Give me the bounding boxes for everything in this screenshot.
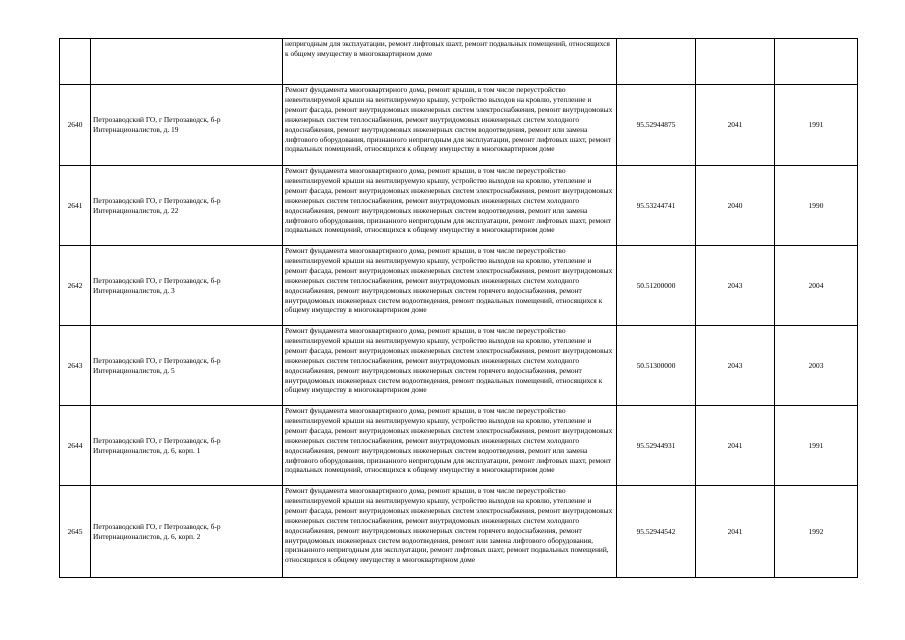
table-row bbox=[60, 39, 858, 85]
table-row bbox=[60, 406, 858, 486]
row-address: Петрозаводский ГО, г Петрозаводск, б-р Интернационалистов, д. 22 bbox=[91, 166, 283, 246]
row-number: 2644 bbox=[60, 406, 91, 486]
row-number bbox=[60, 39, 91, 85]
row-year-planned: 2041 bbox=[696, 85, 775, 166]
row-address: Петрозаводский ГО, г Петрозаводск, б-р Интернационалистов, д. 6, корп. 1 bbox=[91, 406, 283, 486]
row-number: 2640 bbox=[60, 85, 91, 166]
table-row bbox=[60, 326, 858, 406]
row-code: 95.52944542 bbox=[617, 486, 696, 578]
row-address: Петрозаводский ГО, г Петрозаводск, б-р Интернационалистов, д. 5 bbox=[91, 326, 283, 406]
table-row bbox=[60, 166, 858, 246]
table-row bbox=[60, 85, 858, 166]
row-code: 50.51300000 bbox=[617, 326, 696, 406]
row-address bbox=[91, 39, 283, 85]
row-code: 95.53244741 bbox=[617, 166, 696, 246]
row-works: Ремонт фундамента многоквартирного дома, ремонт крыши, в том числе переустройство невентилируемой крыши на вентилируемую крышу, устройство выходов на кровлю, утепление и ремонт фасада, ремонт внутридомовых инженерных систем электроснабжения, ремонт внутридомовых инженерных систем теплоснабжения, ремонт внутридомовых инженерных систем холодного водоснабжения, ремонт внутридомовых инженерных систем водоотведения, ремонт или замена лифтового оборудования, признанного непригодным для эксплуатации, ремонт лифтовых шахт, ремонт подвальных помещений, относящихся к общему имуществу в многоквартирном доме bbox=[283, 406, 617, 486]
row-year-built: 1991 bbox=[775, 406, 858, 486]
row-number: 2642 bbox=[60, 246, 91, 326]
row-address: Петрозаводский ГО, г Петрозаводск, б-р Интернационалистов, д. 3 bbox=[91, 246, 283, 326]
table-row bbox=[60, 486, 858, 578]
row-code: 50.51200000 bbox=[617, 246, 696, 326]
row-address: Петрозаводский ГО, г Петрозаводск, б-р Интернационалистов, д. 6, корп. 2 bbox=[91, 486, 283, 578]
table-row bbox=[60, 246, 858, 326]
row-works: Ремонт фундамента многоквартирного дома, ремонт крыши, в том числе переустройство невентилируемой крыши на вентилируемую крышу, устройство выходов на кровлю, утепление и ремонт фасада, ремонт внутридомовых инженерных систем электроснабжения, ремонт внутридомовых инженерных систем теплоснабжения, ремонт внутридомовых инженерных систем холодного водоснабжения, ремонт внутридомовых инженерных систем водоотведения, ремонт или замена лифтового оборудования, признанного непригодным для эксплуатации, ремонт лифтовых шахт, ремонт подвальных помещений, относящихся к общему имуществу в многоквартирном доме bbox=[283, 85, 617, 166]
row-works: непригодным для эксплуатации, ремонт лифтовых шахт, ремонт подвальных помещений, относящихся к общему имуществу в многоквартирном доме bbox=[283, 39, 617, 85]
row-works: Ремонт фундамента многоквартирного дома, ремонт крыши, в том числе переустройство невентилируемой крыши на вентилируемую крышу, устройство выходов на кровлю, утепление и ремонт фасада, ремонт внутридомовых инженерных систем электроснабжения, ремонт внутридомовых инженерных систем теплоснабжения, ремонт внутридомовых инженерных систем холодного водоснабжения, ремонт внутридомовых инженерных систем горячего водоснабжения, ремонт внутридомовых инженерных систем водоотведения, ремонт подвальных помещений, относящихся к общему имуществу в многоквартирном доме bbox=[283, 326, 617, 406]
row-year-built: 2003 bbox=[775, 326, 858, 406]
row-year-built: 1991 bbox=[775, 85, 858, 166]
row-year-built: 2004 bbox=[775, 246, 858, 326]
row-year-planned: 2040 bbox=[696, 166, 775, 246]
row-year-planned: 2041 bbox=[696, 406, 775, 486]
row-year-planned: 2041 bbox=[696, 486, 775, 578]
row-year-planned: 2043 bbox=[696, 326, 775, 406]
row-year-planned bbox=[696, 39, 775, 85]
row-works: Ремонт фундамента многоквартирного дома, ремонт крыши, в том числе переустройство невентилируемой крыши на вентилируемую крышу, устройство выходов на кровлю, утепление и ремонт фасада, ремонт внутридомовых инженерных систем электроснабжения, ремонт внутридомовых инженерных систем теплоснабжения, ремонт внутридомовых инженерных систем холодного водоснабжения, ремонт внутридомовых инженерных систем горячего водоснабжения, ремонт внутридомовых инженерных систем водоотведения, ремонт или замена лифтового оборудования, признанного непригодным для эксплуатации, ремонт лифтовых шахт, ремонт подвальных помещений, относящихся к общему имуществу в многоквартирном доме bbox=[283, 486, 617, 578]
row-year-built bbox=[775, 39, 858, 85]
row-number: 2643 bbox=[60, 326, 91, 406]
row-year-built: 1990 bbox=[775, 166, 858, 246]
row-number: 2641 bbox=[60, 166, 91, 246]
row-number: 2645 bbox=[60, 486, 91, 578]
capital-repair-table bbox=[59, 38, 858, 578]
row-year-planned: 2043 bbox=[696, 246, 775, 326]
row-works: Ремонт фундамента многоквартирного дома, ремонт крыши, в том числе переустройство невентилируемой крыши на вентилируемую крышу, устройство выходов на кровлю, утепление и ремонт фасада, ремонт внутридомовых инженерных систем электроснабжения, ремонт внутридомовых инженерных систем теплоснабжения, ремонт внутридомовых инженерных систем холодного водоснабжения, ремонт внутридомовых инженерных систем горячего водоснабжения, ремонт внутридомовых инженерных систем водоотведения, ремонт подвальных помещений, относящихся к общему имуществу в многоквартирном доме bbox=[283, 246, 617, 326]
row-code: 95.52944875 bbox=[617, 85, 696, 166]
row-year-built: 1992 bbox=[775, 486, 858, 578]
row-code: 95.52944931 bbox=[617, 406, 696, 486]
row-works: Ремонт фундамента многоквартирного дома, ремонт крыши, в том числе переустройство невентилируемой крыши на вентилируемую крышу, устройство выходов на кровлю, утепление и ремонт фасада, ремонт внутридомовых инженерных систем электроснабжения, ремонт внутридомовых инженерных систем теплоснабжения, ремонт внутридомовых инженерных систем холодного водоснабжения, ремонт внутридомовых инженерных систем водоотведения, ремонт или замена лифтового оборудования, признанного непригодным для эксплуатации, ремонт лифтовых шахт, ремонт подвальных помещений, относящихся к общему имуществу в многоквартирном доме bbox=[283, 166, 617, 246]
row-address: Петрозаводский ГО, г Петрозаводск, б-р Интернационалистов, д. 19 bbox=[91, 85, 283, 166]
row-code bbox=[617, 39, 696, 85]
